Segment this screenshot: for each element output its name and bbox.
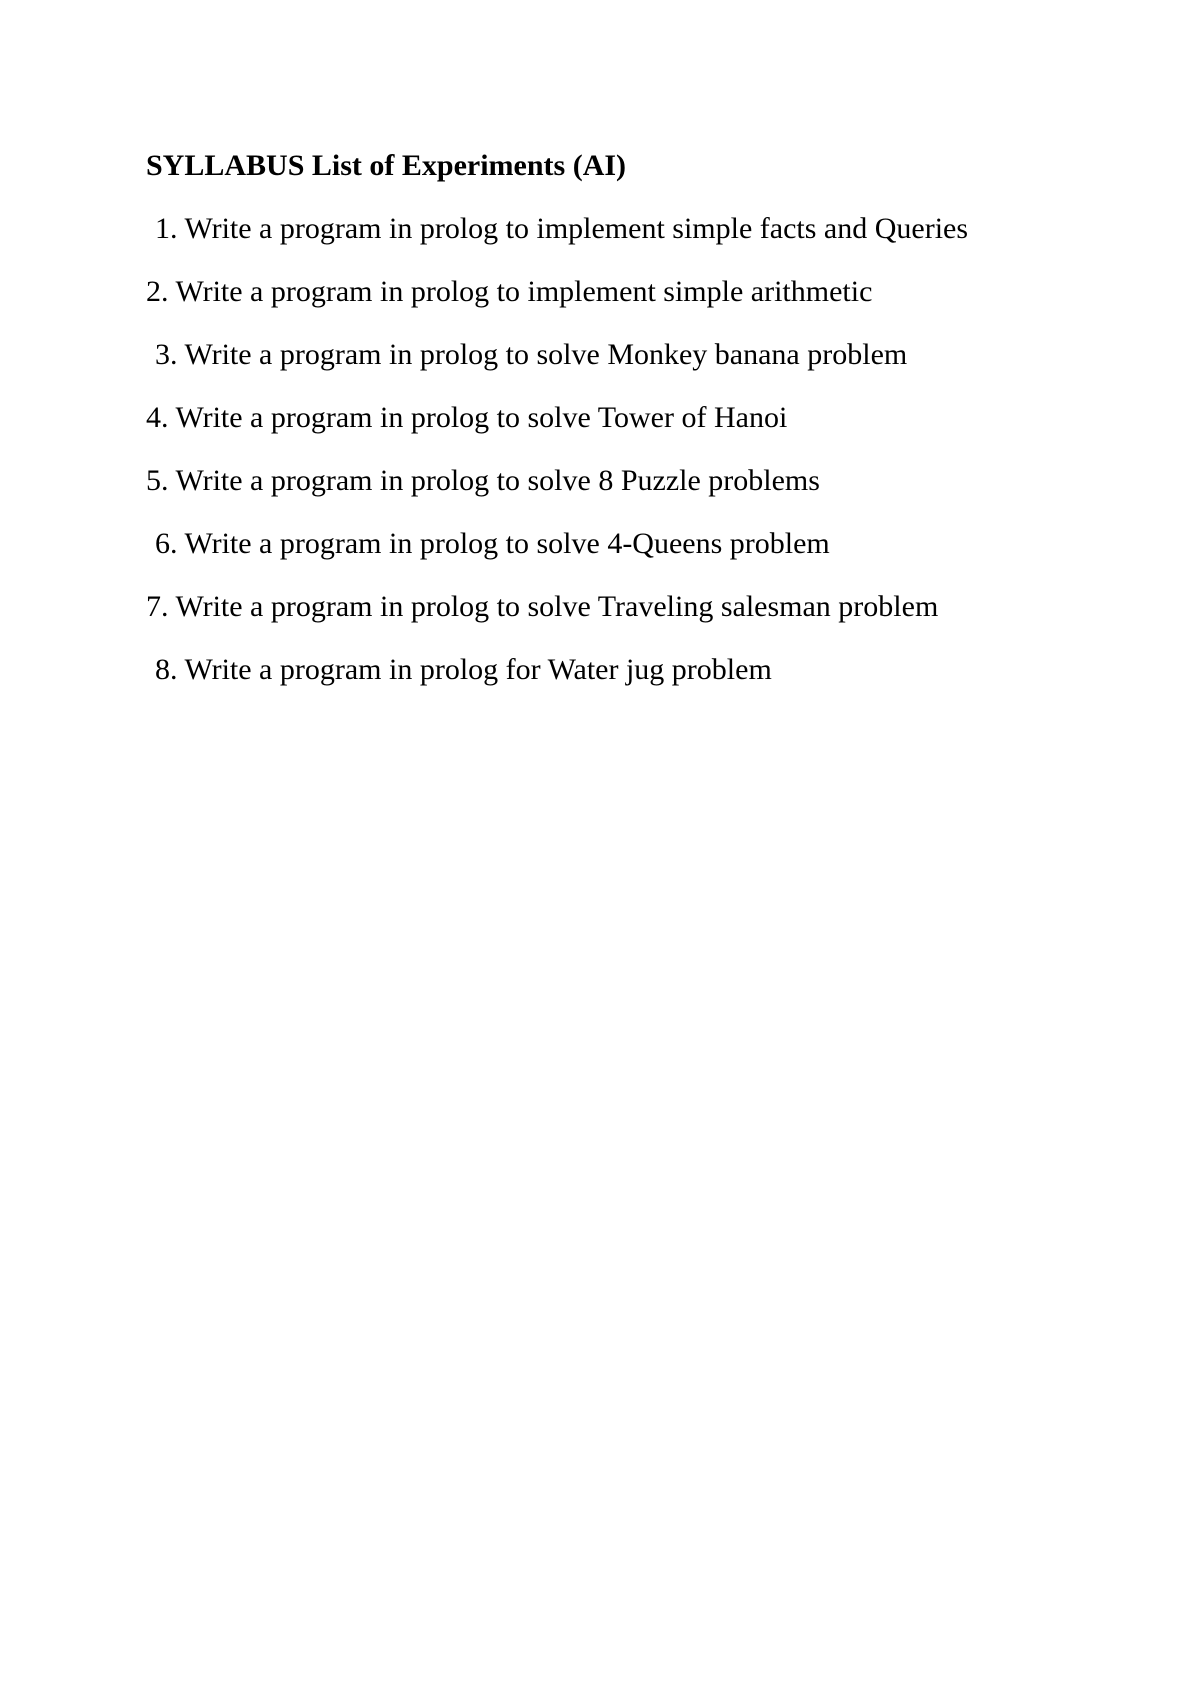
experiment-list: [146, 211, 1146, 688]
experiment-item-3: 3. Write a program in prolog to solve Monkey banana problem: [155, 338, 908, 371]
experiment-item-7: 7. Write a program in prolog to solve Traveling salesman problem: [146, 590, 939, 623]
experiment-item-6: 6. Write a program in prolog to solve 4-Queens problem: [155, 527, 830, 560]
experiment-item-8: 8. Write a program in prolog for Water jug problem: [155, 653, 772, 686]
syllabus-heading: SYLLABUS List of Experiments (AI): [146, 149, 627, 182]
experiment-item-5: 5. Write a program in prolog to solve 8 Puzzle problems: [146, 464, 820, 497]
document-content: [146, 148, 1146, 715]
experiment-item-4: 4. Write a program in prolog to solve Tower of Hanoi: [146, 401, 788, 434]
experiment-item-2: 2. Write a program in prolog to implement simple arithmetic: [146, 275, 873, 308]
experiment-item-1: 1. Write a program in prolog to implement simple facts and Queries: [155, 212, 969, 245]
